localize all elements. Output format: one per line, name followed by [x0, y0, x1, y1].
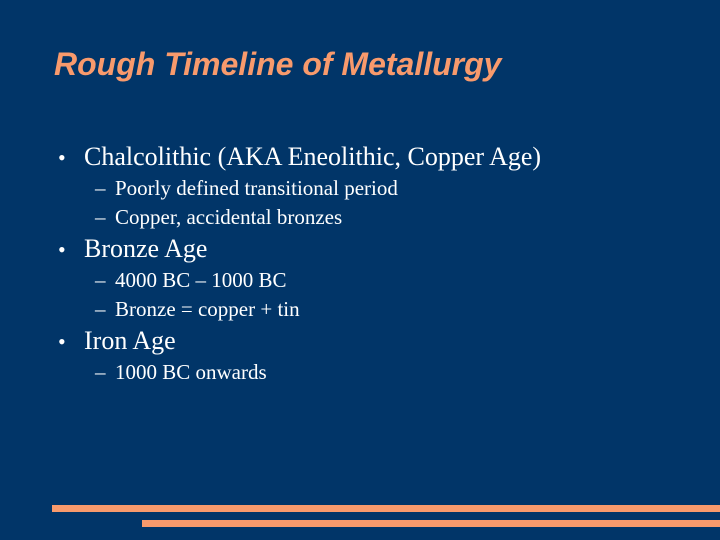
sub-marker: –: [95, 268, 106, 292]
bullet-line: [58, 324, 698, 358]
bullet-text: Bronze Age: [84, 234, 208, 263]
sub-marker: –: [95, 205, 106, 229]
bullet-line: [58, 232, 698, 266]
sub-bullet: [58, 358, 698, 387]
accent-bar-bottom: [142, 520, 720, 527]
bullet-marker: •: [58, 237, 66, 262]
sub-bullet-text: 1000 BC onwards: [115, 360, 267, 384]
bullet-item: [58, 232, 698, 324]
sub-bullet-text: Poorly defined transitional period: [115, 176, 398, 200]
sub-marker: –: [95, 360, 106, 384]
bullet-text: Iron Age: [84, 326, 176, 355]
sub-bullet: [58, 266, 698, 295]
sub-marker: –: [95, 176, 106, 200]
sub-list: [58, 174, 698, 232]
sub-bullet-text: Copper, accidental bronzes: [115, 205, 343, 229]
sub-bullet-text: 4000 BC – 1000 BC: [115, 268, 287, 292]
sub-list: [58, 266, 698, 324]
bullet-text: Chalcolithic (AKA Eneolithic, Copper Age): [84, 142, 542, 171]
bullet-item: [58, 140, 698, 232]
bullet-item: [58, 324, 698, 387]
bullet-marker: •: [58, 145, 66, 170]
sub-bullet: [58, 295, 698, 324]
sub-marker: –: [95, 297, 106, 321]
sub-bullet-text: Bronze = copper + tin: [115, 297, 300, 321]
bullet-list: [58, 140, 698, 387]
sub-bullet: [58, 203, 698, 232]
accent-bar-top: [52, 505, 720, 512]
slide-title: Rough Timeline of Metallurgy: [54, 46, 502, 82]
sub-bullet: [58, 174, 698, 203]
bullet-line: [58, 140, 698, 174]
sub-list: [58, 358, 698, 387]
bullet-marker: •: [58, 329, 66, 354]
